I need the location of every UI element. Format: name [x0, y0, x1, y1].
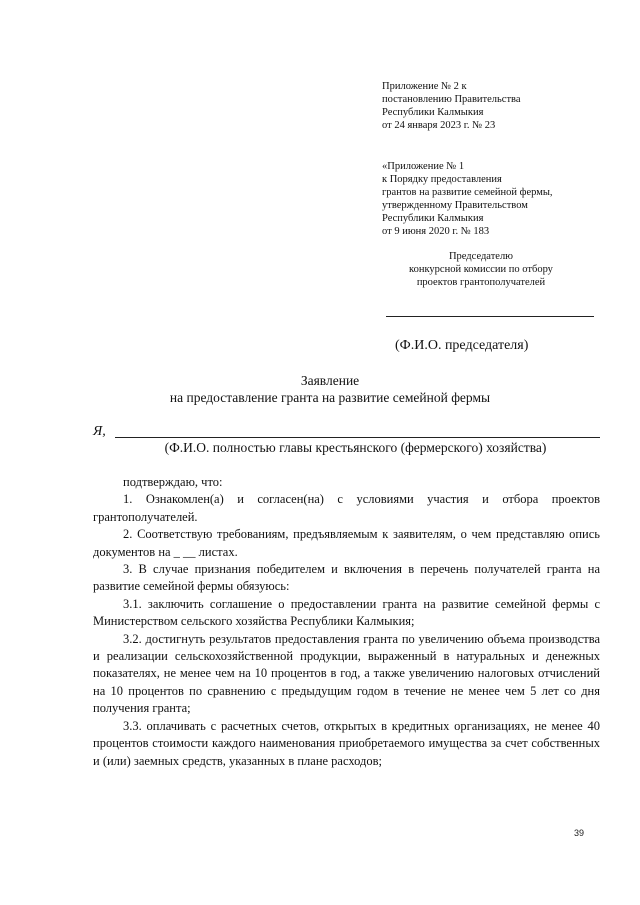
appendix-1-line: грантов на развитие семейной фермы,	[382, 187, 553, 198]
body-paragraph: 1. Ознакомлен(а) и согласен(на) с условиями участия и отбора проектов грантополучателей.	[93, 492, 600, 524]
addressee-line: Председателю	[448, 251, 514, 262]
page-number: 39	[574, 828, 585, 838]
appendix-2-reference	[382, 80, 521, 132]
addressee-block	[360, 250, 602, 289]
appendix-1-line: к Порядку предоставления	[382, 174, 502, 185]
title-line-2: на предоставление гранта на развитие семейной фермы	[169, 390, 491, 405]
appendix-1-line: от 9 июня 2020 г. № 183	[382, 226, 490, 237]
body-paragraph: 3.1. заключить соглашение о предоставлении гранта на развитие семейной фермы с Министерством сельского хозяйства Республики Калмыкия;	[93, 596, 600, 629]
application-body	[93, 474, 600, 770]
appendix-2-line: от 24 января 2023 г. № 23	[382, 120, 496, 131]
chair-signature-line	[386, 316, 594, 317]
applicant-prefix: Я,	[93, 424, 106, 439]
body-paragraph: 3. В случае признания победителем и включения в перечень получателей гранта на развитие семейной фермы обязуюсь:	[93, 562, 600, 594]
body-intro: подтверждаю, что:	[123, 475, 223, 489]
appendix-1-line: утвержденному Правительством	[382, 200, 528, 211]
appendix-2-line: Республики Калмыкия	[382, 107, 484, 118]
appendix-1-line: «Приложение № 1	[382, 161, 465, 172]
addressee-line: конкурсной комиссии по отбору	[409, 264, 553, 275]
appendix-1-line: Республики Калмыкия	[382, 213, 484, 224]
document-title	[60, 372, 600, 406]
body-paragraph: 2. Соответствую требованиям, предъявляемым к заявителям, о чем представляю опись документов на _ __ листах.	[93, 527, 600, 559]
appendix-2-line: постановлению Правительства	[382, 94, 521, 105]
body-paragraph: 3.3. оплачивать с расчетных счетов, открытых в кредитных организациях, не менее 40 процентов стоимости каждого наименования приобретаемого имущества за счет собственных и (или) заемных средств, указанных в плане расходов;	[93, 718, 600, 768]
appendix-2-line: Приложение № 2 к	[382, 81, 467, 92]
chair-fio-caption: (Ф.И.О. председателя)	[395, 338, 529, 353]
body-paragraph: 3.2. достигнуть результатов предоставления гранта по увеличению объема производства и реализации сельскохозяйственной продукции, выраженный в натуральных и денежных показателях, не менее чем на 10 процентов в год, а также увеличению налоговых отчислений на 10 процентов по сравнению с предыдущим годом в течение не менее чем 5 лет со дня получения гранта;	[93, 631, 600, 716]
applicant-fio-caption: (Ф.И.О. полностью главы крестьянского (фермерского) хозяйства)	[164, 440, 547, 455]
title-line-1: Заявление	[300, 373, 360, 388]
appendix-1-reference	[382, 160, 553, 238]
applicant-name-fill-line	[115, 437, 600, 438]
addressee-line: проектов грантополучателей	[416, 277, 546, 288]
